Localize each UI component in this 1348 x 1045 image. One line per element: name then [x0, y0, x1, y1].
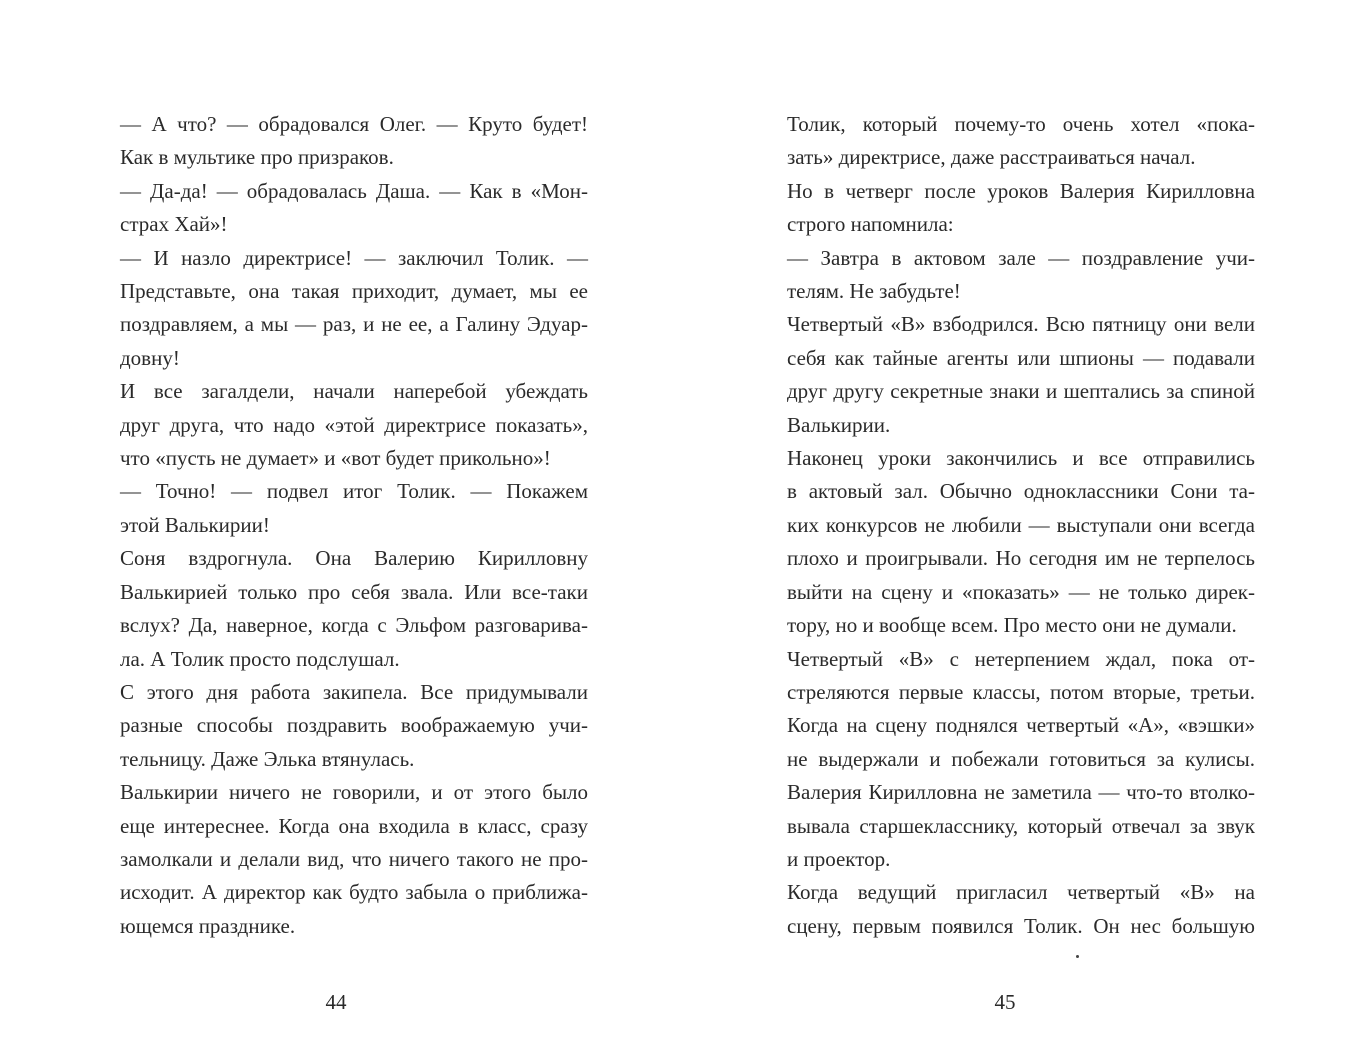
text-line: вслух? Да, наверное, когда с Эльфом разговарива- — [120, 613, 588, 638]
paragraph — [90, 475, 588, 542]
text-line: — Завтра в актовом зале — поздравление учи- — [787, 245, 1255, 270]
text-line: Когда на сцену поднялся четвертый «А», «вэшки» — [787, 713, 1255, 738]
text-line: Валькирии ничего не говорили, и от этого было — [120, 780, 588, 805]
text-line: плохо и проигрывали. Но сегодня им не терпелось — [787, 546, 1255, 571]
text-line: еще интереснее. Когда она входила в класс, сразу — [120, 813, 588, 838]
paragraph — [90, 542, 588, 676]
paragraph — [757, 175, 1255, 242]
left-page-text — [90, 108, 588, 943]
text-line: друг другу секретные знаки и шептались за спиной — [787, 379, 1255, 404]
text-line: строго напомнила: — [787, 212, 954, 237]
text-line: — Да-да! — обрадовалась Даша. — Как в «Мон- — [120, 178, 588, 203]
print-speck — [1076, 955, 1079, 958]
text-line: Когда ведущий пригласил четвертый «В» на — [787, 880, 1255, 905]
text-line: стреляются первые классы, потом вторые, третьи. — [787, 679, 1255, 704]
text-line: вывала старшекласснику, который отвечал за звук — [787, 813, 1255, 838]
text-line: ких конкурсов не любили — выступали они всегда — [787, 512, 1255, 537]
text-line: страх Хай»! — [120, 212, 228, 237]
paragraph — [90, 242, 588, 376]
text-line: разные способы поздравить воображаемую учи- — [120, 713, 588, 738]
text-line: Толик, который почему-то очень хотел «пока- — [787, 112, 1255, 136]
paragraph — [757, 442, 1255, 642]
paragraph — [757, 876, 1255, 943]
text-line: — Точно! — подвел итог Толик. — Покажем — [120, 479, 588, 504]
paragraph — [90, 375, 588, 475]
text-line: Валькирии. — [787, 412, 891, 437]
text-line: выйти на сцену и «показать» — не только дирек- — [787, 579, 1255, 604]
text-line: Но в четверг после уроков Валерия Кирилловна — [787, 178, 1255, 203]
text-line: друг друга, что надо «этой директрисе показать», — [120, 412, 588, 437]
text-line: Валерия Кирилловна не заметила — что-то втолко- — [787, 780, 1255, 805]
text-line: исходит. А директор как будто забыла о приближа- — [120, 880, 588, 905]
text-line: Наконец уроки закончились и все отправились — [787, 446, 1255, 471]
text-line: тору, но и вообще всем. Про место они не думали. — [787, 613, 1237, 638]
text-line: — И назло директрисе! — заключил Толик. — — [120, 245, 588, 270]
right-page-text — [757, 108, 1255, 943]
paragraph — [757, 108, 1255, 175]
text-line: не выдержали и побежали готовиться за кулисы. — [787, 746, 1255, 771]
text-line: замолкали и делали вид, что ничего такого не про- — [120, 846, 588, 871]
paragraph — [757, 242, 1255, 309]
text-line: ющемся празднике. — [120, 913, 296, 938]
left-page-number: 44 — [325, 990, 347, 1014]
text-line: ла. А Толик просто подслушал. — [120, 646, 400, 671]
text-line: С этого дня работа закипела. Все придумывали — [120, 679, 588, 704]
text-line: что «пусть не думает» и «вот будет прикольно»! — [120, 446, 551, 471]
text-line: Четвертый «В» с нетерпением ждал, пока от- — [787, 646, 1255, 671]
text-line: Как в мультике про призраков. — [120, 145, 394, 170]
text-line: Четвертый «В» взбодрился. Всю пятницу они вели — [787, 312, 1255, 337]
paragraph — [757, 308, 1255, 442]
text-line: — А что? — обрадовался Олег. — Круто будет! — [120, 112, 588, 136]
right-page-number: 45 — [994, 990, 1016, 1014]
paragraph — [757, 643, 1255, 877]
text-line: тельницу. Даже Элька втянулась. — [120, 746, 415, 771]
text-line: довну! — [120, 345, 180, 370]
text-line: телям. Не забудьте! — [787, 279, 961, 304]
paragraph — [90, 175, 588, 242]
text-line: зать» директрисе, даже расстраиваться начал. — [787, 145, 1196, 170]
text-line: поздравляем, а мы — раз, и не ее, а Галину Эдуар- — [120, 312, 588, 337]
text-line: себя как тайные агенты или шпионы — подавали — [787, 345, 1255, 370]
text-line: Соня вздрогнула. Она Валерию Кирилловну — [120, 546, 588, 571]
text-line: Валькирией только про себя звала. Или все-таки — [120, 579, 588, 604]
paragraph — [90, 108, 588, 175]
text-line: И все загалдели, начали наперебой убеждать — [120, 379, 588, 404]
text-line: в актовый зал. Обычно одноклассники Сони та- — [787, 479, 1255, 504]
paragraph — [90, 676, 588, 776]
text-line: сцену, первым появился Толик. Он нес большую — [787, 913, 1255, 938]
text-line: и проектор. — [787, 846, 891, 871]
paragraph — [90, 776, 588, 943]
text-line: этой Валькирии! — [120, 512, 270, 537]
text-line: Представьте, она такая приходит, думает, мы ее — [120, 279, 588, 304]
